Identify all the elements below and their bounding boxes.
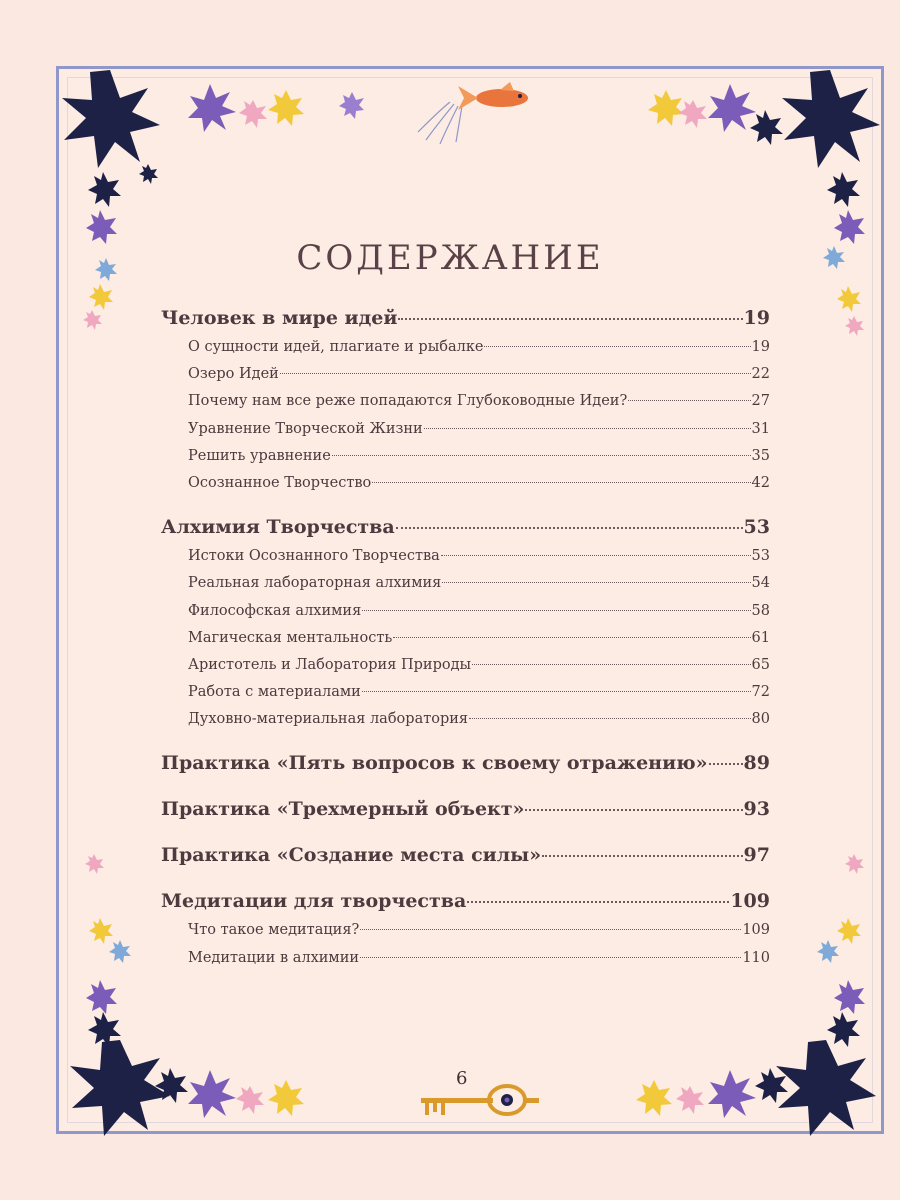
toc-chapter[interactable]: [161, 511, 770, 543]
toc-chapter[interactable]: [161, 302, 770, 334]
toc-entry-title: Уравнение Творческой Жизни: [188, 420, 423, 437]
goldfish-icon: [410, 80, 550, 150]
yellow-star-icon: [268, 90, 304, 126]
toc-leader: [360, 929, 741, 930]
toc-entry-title: Решить уравнение: [188, 447, 331, 464]
big-navy-star-icon: [782, 70, 880, 168]
toc-leader: [332, 455, 751, 456]
yellow-star-icon: [837, 918, 861, 944]
toc-chapter[interactable]: [161, 747, 770, 779]
toc-entry-page: 31: [751, 420, 770, 437]
toc-chapter[interactable]: [161, 885, 770, 917]
toc-chapter-title: Практика «Трехмерный объект»: [161, 798, 525, 821]
navy-star-icon: [827, 172, 860, 207]
toc-entry-page: 19: [751, 339, 770, 355]
spacer: [161, 779, 770, 793]
toc-entry[interactable]: [161, 652, 770, 679]
toc-entry-page: 58: [751, 602, 770, 619]
toc-leader: [442, 582, 750, 583]
toc-entry[interactable]: [161, 443, 770, 470]
purple-star-icon: [834, 980, 865, 1014]
spacer: [161, 825, 770, 839]
toc-leader: [360, 957, 741, 958]
pink-star-icon: [85, 854, 104, 874]
toc-entry-page: 65: [751, 656, 770, 673]
toc-entry-title: Медитации в алхимии: [188, 949, 360, 966]
toc-leader: [280, 373, 751, 374]
toc-entry-page: 53: [751, 548, 770, 565]
toc-entry[interactable]: [161, 543, 770, 570]
pink-star-icon: [676, 1086, 704, 1114]
toc-entry[interactable]: [161, 570, 770, 597]
toc-leader: [396, 527, 743, 529]
toc-leader: [424, 428, 751, 429]
yellow-star-icon: [89, 918, 113, 944]
toc-entry-title: Магическая ментальность: [188, 629, 393, 646]
toc-chapter-page: 19: [743, 307, 770, 329]
pink-star-icon: [239, 100, 267, 128]
toc-entry[interactable]: [161, 917, 770, 944]
toc-entry-page: 110: [742, 949, 770, 966]
toc-chapter[interactable]: [161, 839, 770, 871]
toc-leader: [362, 691, 751, 692]
toc-chapter-page: 89: [743, 752, 770, 775]
toc-leader: [484, 346, 750, 347]
toc-leader: [362, 610, 750, 611]
toc-entry-page: 80: [751, 711, 770, 728]
toc-chapter[interactable]: [161, 793, 770, 825]
page-number: 6: [456, 1068, 468, 1089]
toc-entry-title: О сущности идей, плагиате и рыбалке: [188, 339, 484, 355]
blue-star-icon: [109, 940, 131, 963]
toc-entry-title: Почему нам все реже попадаются Глубоководные Идеи?: [188, 393, 628, 410]
spacer: [161, 733, 770, 747]
toc-entry-title: Аристотель и Лаборатория Природы: [188, 656, 472, 673]
toc-entry-page: 42: [751, 474, 770, 491]
toc-entry[interactable]: [161, 679, 770, 706]
big-navy-star-icon: [776, 1040, 876, 1136]
purple-star-icon: [86, 980, 117, 1014]
purple-star-icon: [708, 1070, 756, 1118]
toc-entry-title: Истоки Осознанного Творчества: [188, 548, 440, 565]
toc-chapter-title: Практика «Создание места силы»: [161, 844, 542, 867]
pink-star-icon: [236, 1086, 264, 1114]
toc-entry-page: 61: [751, 629, 770, 646]
toc-entry-page: 72: [751, 684, 770, 701]
yellow-star-icon: [636, 1080, 672, 1116]
toc-chapter-page: 93: [743, 798, 770, 821]
toc-leader: [542, 855, 742, 857]
yellow-star-icon: [648, 90, 684, 126]
toc-entry-page: 35: [751, 447, 770, 464]
page-title: СОДЕРЖАНИЕ: [296, 238, 604, 278]
pink-star-icon: [83, 310, 102, 330]
pink-star-icon: [845, 854, 864, 874]
toc-chapter-page: 109: [730, 890, 770, 913]
toc-entry-title: Озеро Идей: [188, 366, 279, 383]
spacer: [161, 871, 770, 885]
purple-star-icon: [708, 84, 756, 132]
toc-entry-page: 109: [742, 922, 770, 939]
toc-chapter-title: Алхимия Творчества: [161, 516, 395, 539]
big-navy-star-icon: [70, 1040, 170, 1136]
toc-entry[interactable]: [161, 361, 770, 388]
toc-leader: [469, 718, 750, 719]
navy-small-star-icon: [139, 164, 158, 184]
toc-entry[interactable]: [161, 334, 770, 361]
toc-entry[interactable]: [161, 625, 770, 652]
toc-entry[interactable]: [161, 470, 770, 497]
navy-star-icon: [755, 1068, 788, 1103]
spacer: [161, 497, 770, 511]
toc-entry-title: Осознанное Творчество: [188, 474, 372, 491]
yellow-star-icon: [268, 1080, 304, 1116]
toc-entry-page: 54: [751, 575, 770, 592]
toc-leader: [398, 318, 742, 320]
toc-chapter-page: 53: [743, 516, 770, 539]
toc-entry-title: Философская алхимия: [188, 602, 362, 619]
toc-entry-page: 27: [751, 393, 770, 410]
pink-star-icon: [845, 316, 864, 336]
toc-entry-page: 22: [751, 366, 770, 383]
toc-chapter-title: Медитации для творчества: [161, 890, 467, 913]
toc-chapter-title: Практика «Пять вопросов к своему отражению»: [161, 752, 708, 775]
toc-entry[interactable]: [161, 945, 770, 972]
toc-chapter-page: 97: [743, 844, 770, 867]
toc-entry-title: Реальная лабораторная алхимия: [188, 575, 442, 592]
toc-leader: [525, 809, 742, 811]
blue-star-icon: [817, 940, 839, 963]
toc-leader: [472, 664, 750, 665]
toc-entry[interactable]: [161, 598, 770, 625]
toc-entry[interactable]: [161, 388, 770, 415]
toc-entry[interactable]: [161, 416, 770, 443]
yellow-star-icon: [89, 284, 113, 310]
navy-star-icon: [750, 110, 783, 145]
purple-star-icon: [188, 84, 236, 132]
toc-leader: [709, 763, 743, 765]
table-of-contents: [161, 302, 770, 972]
toc-leader: [441, 555, 751, 556]
pink-star-icon: [679, 100, 707, 128]
big-navy-star-icon: [62, 70, 160, 168]
toc-leader: [393, 637, 750, 638]
purple-star-icon: [188, 1070, 236, 1118]
toc-leader: [372, 482, 750, 483]
yellow-star-icon: [837, 286, 861, 312]
toc-entry-title: Духовно-материальная лаборатория: [188, 711, 469, 728]
toc-entry[interactable]: [161, 706, 770, 733]
navy-star-icon: [827, 1012, 860, 1047]
toc-leader: [467, 901, 729, 903]
toc-entry-title: Работа с материалами: [188, 684, 361, 701]
toc-entry-title: Что такое медитация?: [188, 922, 360, 939]
navy-star-icon: [88, 172, 121, 207]
toc-leader: [628, 400, 750, 401]
toc-chapter-title: Человек в мире идей: [161, 307, 398, 329]
key-eye-icon: [415, 1080, 555, 1124]
